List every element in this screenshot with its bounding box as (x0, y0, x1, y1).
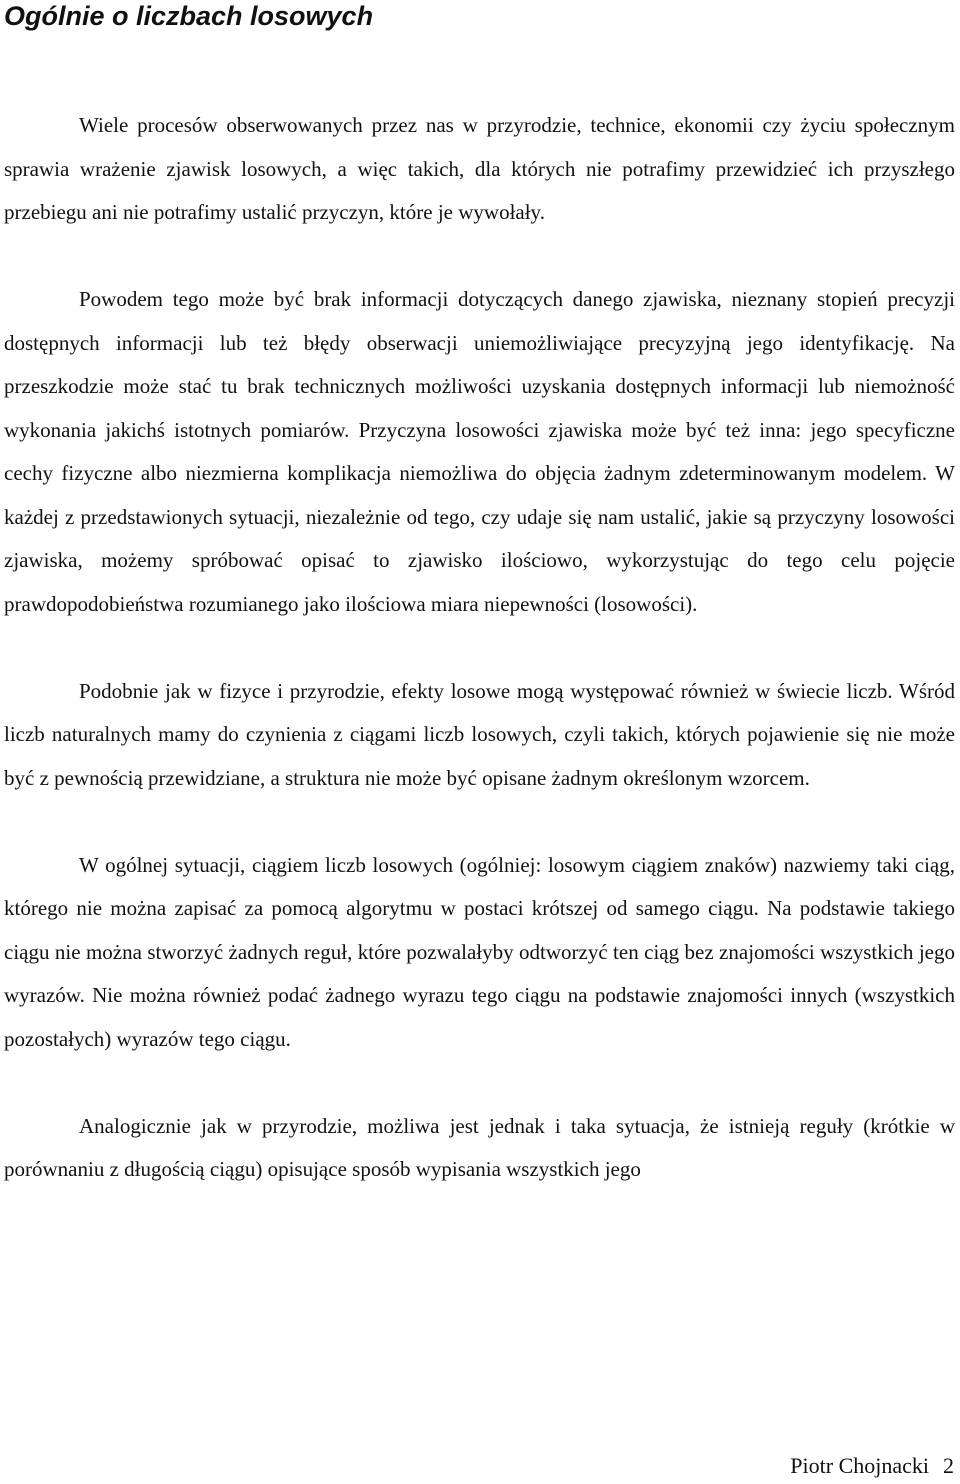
paragraph-4: W ogólnej sytuacji, ciągiem liczb losowych (ogólniej: losowym ciągiem znaków) nazwiemy taki ciąg, którego nie można zapisać za pomocą algorytmu w postaci krótszej od samego ciągu. Na podstawie takiego ciągu nie można stworzyć żadnych reguł, które pozwalałyby odtworzyć ten ciąg bez znajomości wszystkich jego wyrazów. Nie można również podać żadnego wyrazu tego ciągu na podstawie znajomości innych (wszystkich pozostałych) wyrazów tego ciągu. (4, 852, 955, 1051)
page-heading: Ogólnie o liczbach losowych (4, 1, 374, 31)
paragraph-1: Wiele procesów obserwowanych przez nas w przyrodzie, technice, ekonomii czy życiu społecznym sprawia wrażenie zjawisk losowych, a więc takich, dla których nie potrafimy przewidzieć ich przyszłego przebiegu ani nie potrafimy ustalić przyczyn, które je wywołały. (4, 113, 955, 224)
page-footer (790, 1452, 954, 1480)
paragraph-2: Powodem tego może być brak informacji dotyczących danego zjawiska, nieznany stopień precyzji dostępnych informacji lub też błędy obserwacji uniemożliwiające precyzyjną jego identyfikację. Na przeszkodzie może stać tu brak technicznych możliwości uzyskania dostępnych informacji lub niemożność wykonania jakichś istotnych pomiarów. Przyczyna losowości zjawiska może być też inna: jego specyficzne cechy fizyczne albo niezmierna komplikacja niemożliwa do objęcia żadnym zdeterminowanym modelem. W każdej z przedstawionych sytuacji, niezależnie od tego, czy udaje się nam ustalić, jakie są przyczyny losowości zjawiska, możemy spróbować opisać to zjawisko ilościowo, wykorzystując do tego celu pojęcie prawdopodobieństwa rozumianego jako ilościowa miara niepewności (losowości). (4, 287, 955, 616)
paragraph-5: Analogicznie jak w przyrodzie, możliwa jest jednak i taka sytuacja, że istnieją reguły (krótkie w porównaniu z długością ciągu) opisujące sposób wypisania wszystkich jego (4, 1113, 955, 1181)
document-body (4, 104, 955, 1235)
footer-author: Piotr Chojnacki (790, 1453, 929, 1478)
paragraph-3: Podobnie jak w fizyce i przyrodzie, efekty losowe mogą występować również w świecie liczb. Wśród liczb naturalnych mamy do czynienia z ciągami liczb losowych, czyli takich, których pojawienie się nie może być z pewnością przewidziane, a struktura nie może być opisane żadnym określonym wzorcem. (4, 678, 955, 790)
page-number: 2 (943, 1453, 954, 1478)
